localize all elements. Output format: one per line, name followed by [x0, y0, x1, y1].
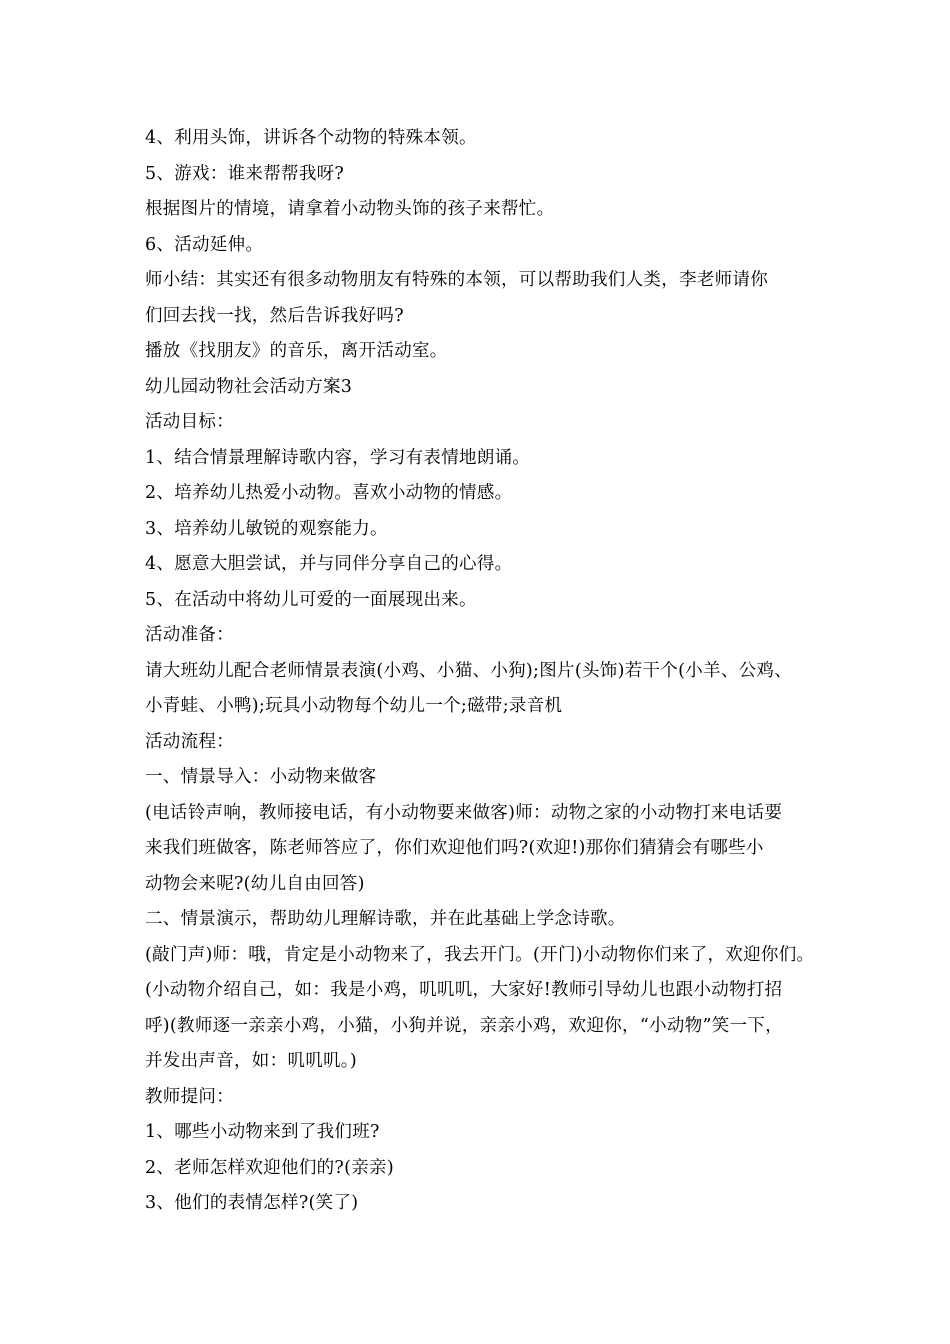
section-heading-questions: 教师提问： [145, 1086, 234, 1107]
section-heading-process: 活动流程： [145, 731, 234, 752]
text-line: (小动物介绍自己，如：我是小鸡，叽叽叽，大家好!教师引导幼儿也跟小动物打招 [145, 980, 783, 1000]
section-heading-preparation: 活动准备： [145, 625, 234, 645]
text-line: 2、培养幼儿热爱小动物。喜欢小动物的情感。 [145, 483, 513, 503]
text-line: 呼)(教师逐一亲亲小鸡，小猫，小狗并说，亲亲小鸡，欢迎你，“小动物”笑一下， [145, 1015, 783, 1036]
text-line: 小青蛙、小鸭);玩具小动物每个幼儿一个;磁带;录音机 [145, 696, 563, 716]
text-line: 请大班幼儿配合老师情景表演(小鸡、小猫、小狗);图片(头饰)若干个(小羊、公鸡、 [145, 660, 793, 681]
text-line: 3、培养幼儿敏锐的观察能力。 [145, 518, 388, 539]
text-line: 播放《找朋友》的音乐，离开活动室。 [145, 341, 448, 361]
text-line: 1、结合情景理解诗歌内容，学习有表情地朗诵。 [145, 447, 531, 468]
text-line: 根据图片的情境，请拿着小动物头饰的孩子来帮忙。 [145, 199, 555, 219]
text-line: 1、哪些小动物来到了我们班? [145, 1122, 380, 1142]
text-line: (敲门声)师：哦，肯定是小动物来了，我去开门。(开门)小动物你们来了，欢迎你们。 [145, 944, 815, 965]
text-line: 4、利用头饰，讲诉各个动物的特殊本领。 [145, 128, 477, 148]
text-line: 3、他们的表情怎样?(笑了) [145, 1193, 359, 1213]
text-line: 来我们班做客，陈老师答应了，你们欢迎他们吗?(欢迎!)那你们猜猜会有哪些小 [145, 838, 764, 858]
text-line: (电话铃声响，教师接电话，有小动物要来做客)师：动物之家的小动物打来电话要 [145, 802, 783, 823]
section-heading-goals: 活动目标： [145, 412, 234, 432]
text-line: 4、愿意大胆尝试，并与同伴分享自己的心得。 [145, 554, 513, 574]
section-title: 幼儿园动物社会活动方案3 [145, 376, 353, 397]
text-line: 一、情景导入：小动物来做客 [145, 767, 377, 787]
text-line: 5、在活动中将幼儿可爱的一面展现出来。 [145, 589, 477, 610]
text-line: 5、游戏：谁来帮帮我呀? [145, 163, 345, 184]
text-line: 6、活动延伸。 [145, 234, 264, 255]
text-line: 二、情景演示，帮助幼儿理解诗歌，并在此基础上学念诗歌。 [145, 909, 626, 929]
text-line: 2、老师怎样欢迎他们的?(亲亲) [145, 1157, 394, 1178]
text-line: 们回去找一找，然后告诉我好吗? [145, 305, 404, 326]
text-line: 动物会来呢?(幼儿自由回答) [145, 873, 365, 894]
text-line: 师小结：其实还有很多动物朋友有特殊的本领，可以帮助我们人类，李老师请你 [145, 270, 768, 290]
text-line: 并发出声音，如：叽叽叽。) [145, 1051, 357, 1071]
document-body [145, 121, 815, 1222]
